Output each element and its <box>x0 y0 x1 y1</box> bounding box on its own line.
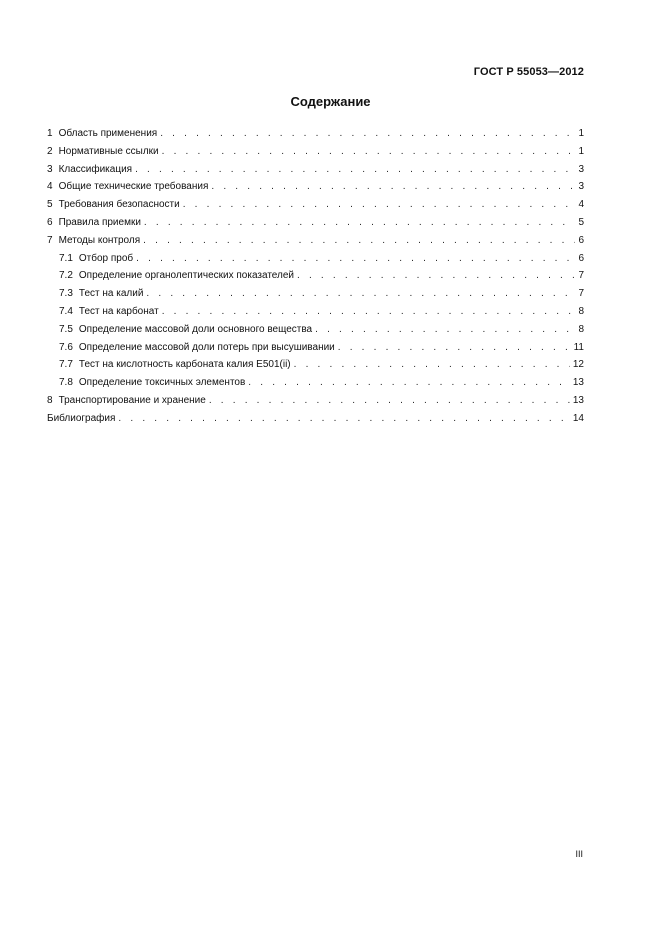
toc-leader-dots <box>162 143 576 161</box>
toc-entry-title: Определение органолептических показателей <box>78 270 295 282</box>
toc-entry-title: Библиография <box>47 412 116 424</box>
toc-leader-dots <box>297 267 575 285</box>
toc-leader-dots <box>183 196 576 214</box>
toc-leader-dots <box>338 339 571 357</box>
toc-leader-dots <box>248 374 570 392</box>
toc-entry-page: 11 <box>573 341 584 353</box>
toc-subentry[interactable] <box>47 321 584 339</box>
document-code: ГОСТ Р 55053—2012 <box>473 66 584 78</box>
toc-leader-dots <box>143 232 575 250</box>
toc-entry-number: 1 <box>47 128 53 139</box>
toc-entry-page: 7 <box>578 288 584 300</box>
toc-entry-number: 6 <box>47 216 53 228</box>
toc-entry-page: 8 <box>578 323 584 335</box>
toc-entry-page: 13 <box>572 377 584 389</box>
toc-entry-number: 3 <box>47 163 53 175</box>
toc-entry[interactable] <box>47 161 584 179</box>
toc-entry-title: Транспортирование и хранение <box>58 394 206 406</box>
toc-entry-title: Требования безопасности <box>58 199 180 211</box>
toc-leader-dots <box>162 303 576 321</box>
toc-entry[interactable] <box>47 143 584 161</box>
toc-entry-page: 1 <box>578 128 584 139</box>
page-number: III <box>575 849 583 859</box>
toc-leader-dots <box>146 285 575 303</box>
toc-entry-page: 1 <box>578 145 584 157</box>
toc-entry-page: 7 <box>578 270 584 282</box>
toc-entry-page: 6 <box>578 234 584 246</box>
toc-leader-dots <box>209 392 570 410</box>
toc-entry[interactable] <box>47 392 584 410</box>
toc-leader-dots <box>211 178 575 196</box>
toc-entry-number: 7.5 <box>59 323 73 335</box>
toc-entry-number: 7 <box>47 234 53 246</box>
toc-entry-title: Отбор проб <box>78 252 134 264</box>
toc-entry-number: 7.7 <box>59 359 73 371</box>
toc-entry-title: Тест на калий <box>78 288 144 300</box>
toc-entry-number: 7.4 <box>59 305 73 317</box>
toc-leader-dots <box>136 250 575 268</box>
toc-entry-page: 14 <box>572 412 584 424</box>
toc-entry-title: Определение массовой доли основного вещества <box>78 323 313 335</box>
toc-entry-number: 7.1 <box>59 252 73 264</box>
toc-entry-number: 2 <box>47 145 53 157</box>
toc-entry-title: Область применения <box>58 128 158 139</box>
toc-entry-number: 8 <box>47 394 53 406</box>
toc-subentry[interactable] <box>47 303 584 321</box>
toc-leader-dots <box>135 161 575 179</box>
table-of-contents <box>47 125 584 428</box>
toc-entry-page: 4 <box>578 199 584 211</box>
toc-subentry[interactable] <box>47 285 584 303</box>
toc-subentry[interactable] <box>47 339 584 357</box>
toc-entry[interactable] <box>47 232 584 250</box>
toc-entry-title: Классификация <box>58 163 133 175</box>
toc-entry[interactable] <box>47 178 584 196</box>
toc-entry-bibliography[interactable] <box>47 410 584 428</box>
toc-entry-title: Тест на карбонат <box>78 305 159 317</box>
toc-entry-number: 7.2 <box>59 270 73 282</box>
toc-entry-number: 7.8 <box>59 377 73 389</box>
toc-entry-page: 5 <box>578 216 584 228</box>
toc-entry-title: Нормативные ссылки <box>58 145 159 157</box>
toc-entry-page: 6 <box>578 252 584 264</box>
toc-entry-number: 7.6 <box>59 341 73 353</box>
toc-leader-dots <box>118 410 569 428</box>
toc-entry[interactable] <box>47 125 584 143</box>
toc-entry[interactable] <box>47 214 584 232</box>
toc-leader-dots <box>160 125 575 143</box>
toc-entry-number: 7.3 <box>59 288 73 300</box>
toc-subentry[interactable] <box>47 374 584 392</box>
toc-entry-title: Определение токсичных элементов <box>78 377 246 389</box>
toc-entry-title: Методы контроля <box>58 234 141 246</box>
toc-subentry[interactable] <box>47 250 584 268</box>
toc-entry-title: Общие технические требования <box>58 181 209 193</box>
toc-leader-dots <box>144 214 576 232</box>
toc-entry-number: 4 <box>47 181 53 193</box>
toc-entry-title: Определение массовой доли потерь при высушивании <box>78 341 335 353</box>
toc-leader-dots <box>294 356 570 374</box>
toc-entry-page: 13 <box>572 394 584 406</box>
toc-entry[interactable] <box>47 196 584 214</box>
toc-entry-page: 12 <box>572 359 584 371</box>
toc-entry-page: 3 <box>578 181 584 193</box>
toc-entry-page: 8 <box>578 305 584 317</box>
toc-subentry[interactable] <box>47 267 584 285</box>
toc-subentry[interactable] <box>47 356 584 374</box>
toc-entry-title: Тест на кислотность карбоната калия Е501(ii) <box>78 359 291 371</box>
toc-title: Содержание <box>290 94 371 109</box>
toc-entry-page: 3 <box>578 163 584 175</box>
toc-entry-number: 5 <box>47 199 53 211</box>
toc-entry-title: Правила приемки <box>58 216 141 228</box>
toc-leader-dots <box>315 321 575 339</box>
